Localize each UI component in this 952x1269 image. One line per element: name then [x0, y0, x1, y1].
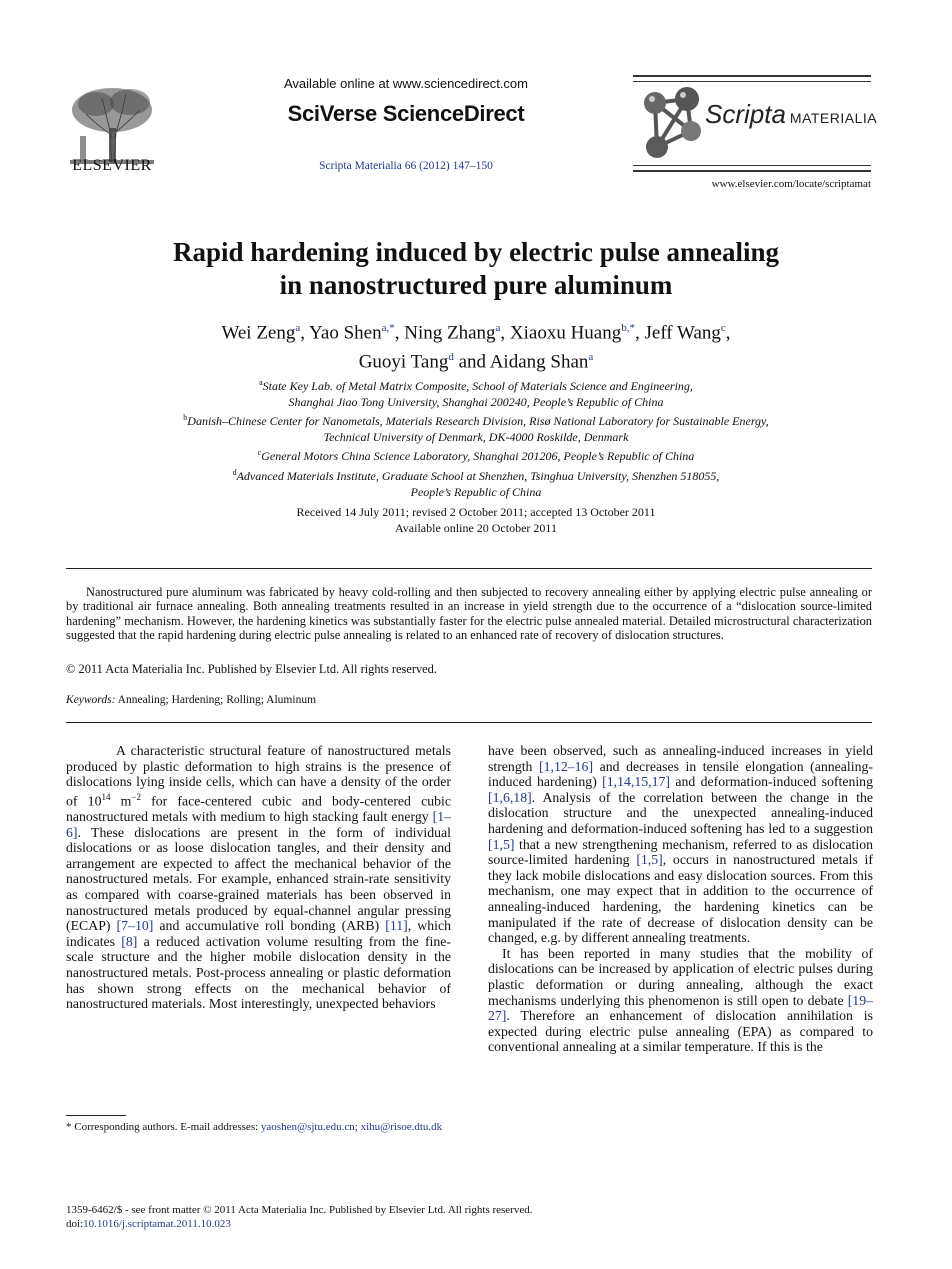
- author-affiliation-marker[interactable]: a: [588, 351, 594, 364]
- author-affiliation-marker[interactable]: a: [495, 322, 501, 334]
- author-list: Wei Zeng$^a$, Yao Shen$^{a,*}$, Ning Zhang$^a$, Xiaoxu Huang$^{b,*}$, Jeff Wang$^c$, Guoyi Tang$^d$ and Aidang Shan$^a$: [221, 322, 731, 373]
- available-online-text: Available online at www.sciencedirect.com: [284, 76, 528, 91]
- affiliation-marker: a: [259, 378, 263, 387]
- journal-name: [705, 99, 877, 130]
- affiliation-line: $^d$Advanced Materials Institute, Graduate School at Shenzhen, Tsinghua University, Shenzhen 518055,: [232, 467, 720, 483]
- keywords: [66, 694, 872, 706]
- body-paragraph-1-continued: have been observed, such as annealing-induced increases in yield strength [1,12–16] and decreases in tensile elongation (annealing-induced hardening) [1,14,15,17] and deformation-induced softening [1,6,18]. Analysis of the correlation between the change in the dislocation structure and the unexpected annealing-induced hardening and deformation-induced softening has led to a suggestion [1,5] that a new strengthening mechanism, referred to as dislocation source-limited hardening [1,5], occurs in nanostructured metals if they lack mobile dislocations and easy dislocation sources. From this mechanism, one may expect that in addition to the occurrence of annealing-induced hardening, the hardening kinetics can be manipulated if the rate of decrease of dislocation density can be changed, e.g. by different annealing treatments.: [488, 743, 873, 946]
- journal-url[interactable]: www.elsevier.com/locate/scriptamat: [711, 178, 871, 190]
- affiliation-line: $^c$General Motors China Science Laboratory, Shanghai 201206, People’s Republic of China: [257, 448, 695, 464]
- author-affiliation-marker[interactable]: a,*: [381, 322, 395, 334]
- citation-link[interactable]: [11]: [385, 918, 408, 934]
- author-name: Yao Shen: [305, 322, 382, 344]
- email-link-2[interactable]: xihu@risoe.dtu.dk: [360, 1121, 443, 1133]
- affiliation-marker: d: [232, 467, 237, 477]
- author-name: Guoyi Tang: [358, 351, 449, 373]
- received-dates: Received 14 July 2011; revised 2 October 2011; accepted 13 October 2011: [296, 505, 656, 519]
- author-affiliation-marker[interactable]: c: [720, 322, 726, 334]
- email-separator: ;: [354, 1121, 361, 1133]
- footnote-marker: *: [66, 1121, 72, 1133]
- affiliation-line: People’s Republic of China: [410, 484, 542, 499]
- publisher-name: ELSEVIER: [72, 157, 152, 174]
- affiliation-line: Technical University of Denmark, DK-4000 Roskilde, Denmark: [323, 429, 629, 444]
- affiliation-marker: b: [183, 413, 188, 423]
- journal-name-main: Scripta: [705, 99, 786, 129]
- article-title: [60, 236, 892, 302]
- abstract-top-rule: [66, 568, 872, 569]
- citation-link[interactable]: [1–6]: [66, 808, 451, 840]
- affiliation-line: Shanghai Jiao Tong University, Shanghai 200240, People’s Republic of China: [288, 394, 664, 409]
- author-affiliation-marker[interactable]: d: [448, 351, 454, 364]
- page-footer: [66, 1203, 872, 1231]
- author-affiliation-marker[interactable]: a: [295, 322, 301, 334]
- superscript: 14: [101, 791, 111, 802]
- article-dates: [60, 505, 892, 536]
- author-name: Jeff Wang: [639, 322, 721, 344]
- issn-line: 1359-6462/$ - see front matter © 2011 Acta Materialia Inc. Published by Elsevier Ltd. All rights reserved.: [66, 1204, 533, 1216]
- body-column-right: [488, 743, 873, 1055]
- citation-link[interactable]: [19–27]: [488, 992, 873, 1024]
- abstract: Nanostructured pure aluminum was fabricated by heavy cold-rolling and then subjected to recovery annealing either by applying electric pulse annealing or by traditional air furnace annealing. Both annealing treatments resulted in an increase in yield strength due to the occurrence of a “dislocation source-limited hardening” mechanism. However, the hardening kinetics was substantially faster for the electric pulse annealed material. Detailed microstructural characterization suggested that the rapid hardening during electric pulse annealing is related to an enhanced rate of recovery of dislocation structures.: [66, 585, 872, 643]
- citation-link[interactable]: [1,12–16]: [539, 758, 594, 774]
- author-name: Xiaoxu Huang: [505, 322, 622, 344]
- molecule-icon: [637, 85, 703, 163]
- citation-link[interactable]: [8]: [121, 933, 138, 949]
- citation-link[interactable]: [7–10]: [116, 918, 154, 934]
- author-name: and Aidang Shan: [453, 351, 589, 373]
- author-name: Ning Zhang: [399, 322, 496, 344]
- doi-link[interactable]: 10.1016/j.scriptamat.2011.10.023: [83, 1218, 231, 1230]
- affiliation-line: $^a$State Key Lab. of Metal Matrix Composite, School of Materials Science and Engineering,: [259, 378, 693, 393]
- author-name: Wei Zeng: [221, 322, 296, 344]
- abstract-copyright: © 2011 Acta Materialia Inc. Published by Elsevier Ltd. All rights reserved.: [66, 662, 437, 676]
- citation-link[interactable]: [1,5]: [636, 852, 663, 868]
- body-paragraph-1: A characteristic structural feature of nanostructured metals produced by plastic deformation to high strains is the presence of dislocations lying inside cells, which can have a density of the order of $10^{14}$ $m^{-2}$ for face-centered cubic and body-centered cubic nanostructured metals with medium to high stacking fault energy [1–6]. These dislocations are present in the form of individual dislocations or as loose dislocation tangles, and their density and arrangement are expected to affect the mechanical behavior of the nanostructured metals. For example, enhanced strain-rate sensitivity as compared with coarse-grained materials has been observed in nanostructured metals produced by equal-channel angular pressing (ECAP) [7–10] and accumulative roll bonding (ARB) [11], which indicates [8] a reduced activation volume resulting from the fine-scale structure and the higher mobile dislocation density in the nanostructured metals. Post-process annealing or plastic deformation has shown strong effects on the mechanical behavior of nanostructured materials. Most interestingly, unexpected behaviors: [66, 743, 452, 1012]
- body-column-left: [66, 743, 451, 1012]
- keywords-label: Keywords:: [66, 694, 116, 706]
- abstract-bottom-rule: [66, 722, 872, 723]
- affiliation-marker: c: [257, 448, 262, 458]
- affiliations: [60, 375, 892, 500]
- title-line-1: Rapid hardening induced by electric pulse annealing: [172, 237, 780, 267]
- journal-name-suffix: MATERIALIA: [789, 110, 878, 126]
- citation-link[interactable]: [1,5]: [488, 836, 515, 852]
- footnote-text: Corresponding authors. E-mail addresses:: [74, 1121, 261, 1133]
- affiliation-line: $^b$Danish–Chinese Center for Nanometals, Materials Research Division, Risø National Laboratory for Sustainable Energy,: [183, 413, 769, 429]
- corresponding-author-footnote: [66, 1120, 451, 1134]
- author-affiliation-marker[interactable]: b,*: [621, 322, 635, 334]
- email-link-1[interactable]: yaoshen@sjtu.edu.cn: [260, 1121, 355, 1133]
- journal-reference-link[interactable]: Scripta Materialia 66 (2012) 147–150: [319, 160, 493, 172]
- sciverse-sciencedirect-logo: SciVerse ScienceDirect: [287, 101, 525, 126]
- citation-link[interactable]: [1,14,15,17]: [602, 774, 670, 790]
- footnote-rule: [66, 1115, 126, 1116]
- superscript: −2: [131, 791, 141, 802]
- scripta-materialia-banner: [633, 75, 878, 172]
- body-paragraph-2: It has been reported in many studies that the mobility of dislocations can be increased by application of electric pulses during plastic deformation or during annealing, although the exact mechanisms underlying this phenomenon is still open to debate [19–27]. Therefore an enhancement of dislocation annihilation is expected during electric pulse annealing (EPA) as compared to conventional annealing at a similar temperature. If this is the: [488, 945, 873, 1055]
- title-line-2: in nanostructured pure aluminum: [279, 270, 673, 300]
- doi-line: [66, 1217, 872, 1231]
- citation-link[interactable]: [1,6,18]: [488, 789, 532, 805]
- keywords-list: Annealing; Hardening; Rolling; Aluminum: [117, 694, 317, 706]
- available-online-date: Available online 20 October 2011: [395, 520, 557, 535]
- doi-label: doi:: [66, 1218, 84, 1230]
